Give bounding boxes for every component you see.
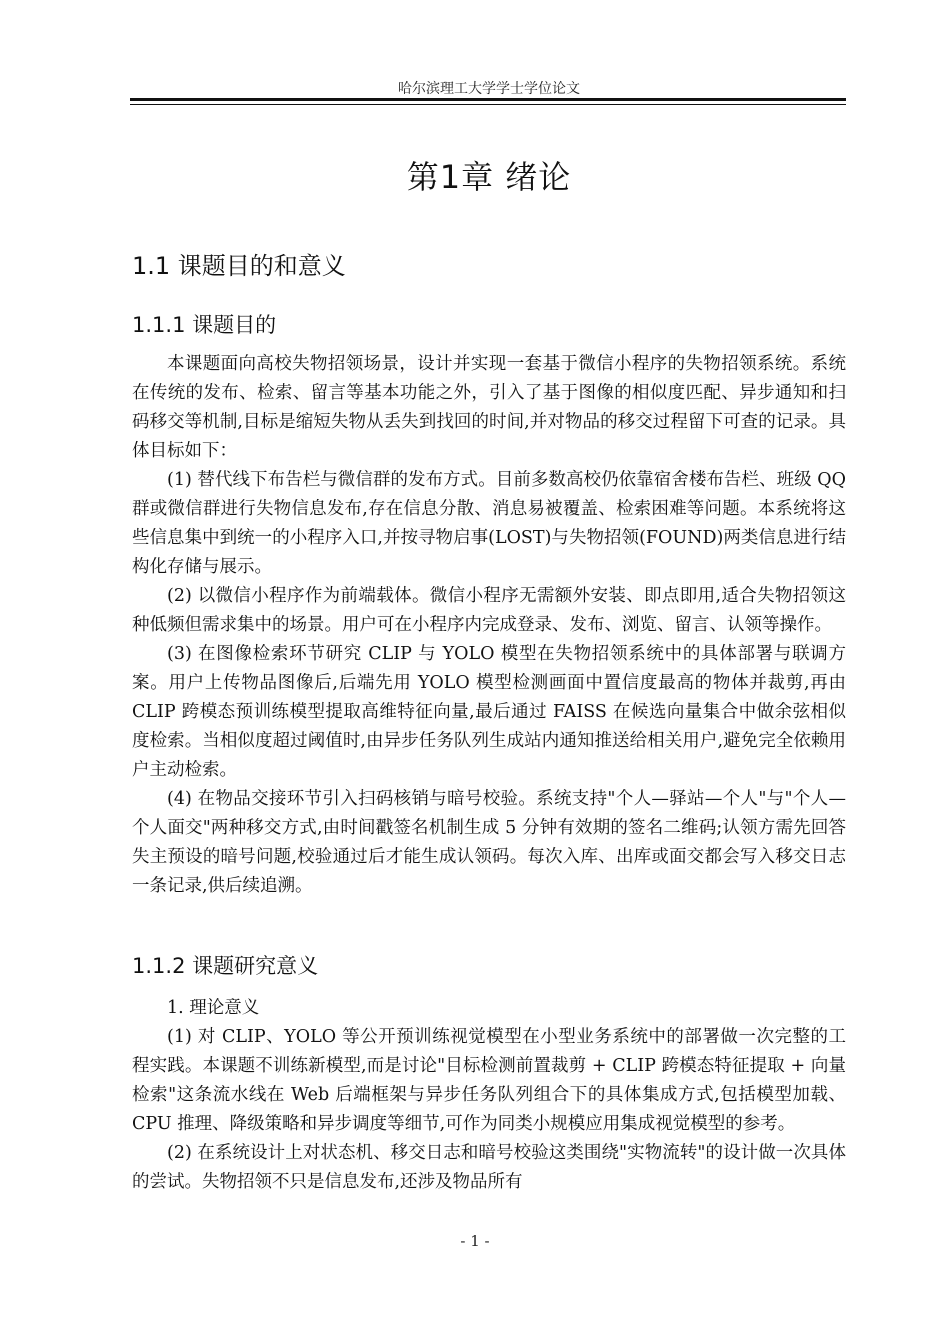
running-header: 哈尔滨理工大学学士学位论文 <box>398 81 580 97</box>
subsection-heading-2: 1.1.2 课题研究意义 <box>132 954 319 978</box>
subsection-heading-1: 1.1.1 课题目的 <box>132 313 277 337</box>
chapter-title: 第1章 绪论 <box>406 158 572 196</box>
section-heading: 1.1 课题目的和意义 <box>132 252 346 280</box>
paragraph: (4) 在物品交接环节引入扫码核销与暗号校验。系统支持"个人—驿站—个人"与"个人—个人面交"两种移交方式,由时间戳签名机制生成 5 分钟有效期的签名二维码;认领方需先回答失主预设的暗号问题,校验通过后才能生成认领码。每次入库、出库或面交都会写入移交日志一条记录,供后续追溯。 <box>132 789 846 896</box>
subsection-body-1 <box>132 350 846 901</box>
header-rule-thin <box>130 104 846 105</box>
page-number: - 1 - <box>460 1232 490 1250</box>
paragraph: 本课题面向高校失物招领场景，设计并实现一套基于微信小程序的失物招领系统。系统在传统的发布、检索、留言等基本功能之外，引入了基于图像的相似度匹配、异步通知和扫码移交等机制,目标是缩短失物从丢失到找回的时间,并对物品的移交过程留下可查的记录。具体目标如下： <box>132 354 846 461</box>
paragraph: (2) 以微信小程序作为前端载体。微信小程序无需额外安装、即点即用,适合失物招领这种低频但需求集中的场景。用户可在小程序内完成登录、发布、浏览、留言、认领等操作。 <box>132 586 846 635</box>
subsection-body-2 <box>132 994 846 1197</box>
paragraph: (1) 替代线下布告栏与微信群的发布方式。目前多数高校仍依靠宿舍楼布告栏、班级 QQ 群或微信群进行失物信息发布,存在信息分散、消息易被覆盖、检索困难等问题。本系统将这些信息集中到统一的小程序入口,并按寻物启事(LOST)与失物招领(FOUND)两类信息进行结构化存储与展示。 <box>132 470 846 577</box>
paragraph: (3) 在图像检索环节研究 CLIP 与 YOLO 模型在失物招领系统中的具体部署与联调方案。用户上传物品图像后,后端先用 YOLO 模型检测画面中置信度最高的物体并裁剪,再由 CLIP 跨模态预训练模型提取高维特征向量,最后通过 FAISS 在候选向量集合中做余弦相似度检索。当相似度超过阈值时,由异步任务队列生成站内通知推送给相关用户,避免完全依赖用户主动检索。 <box>132 644 846 780</box>
paragraph: 1. 理论意义 <box>167 998 260 1018</box>
paragraph: (1) 对 CLIP、YOLO 等公开预训练视觉模型在小型业务系统中的部署做一次完整的工程实践。本课题不训练新模型,而是讨论"目标检测前置裁剪 + CLIP 跨模态特征提取 + 向量检索"这条流水线在 Web 后端框架与异步任务队列组合下的具体集成方式,包括模型加载、CPU 推理、降级策略和异步调度等细节,可作为同类小规模应用集成视觉模型的参考。 <box>132 1027 846 1134</box>
header-rule-thick <box>130 98 846 101</box>
paragraph: (2) 在系统设计上对状态机、移交日志和暗号校验这类围绕"实物流转"的设计做一次具体的尝试。失物招领不只是信息发布,还涉及物品所有 <box>132 1143 846 1192</box>
